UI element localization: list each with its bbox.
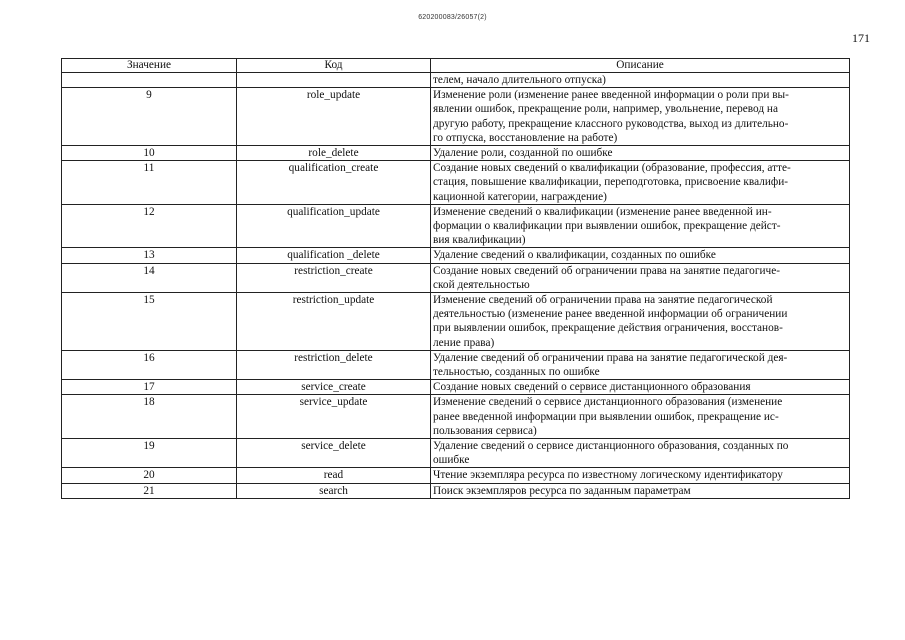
description-line: явлении ошибок, прекращение роли, например, увольнение, перевод на (433, 103, 778, 116)
cell-code: role_update (237, 88, 431, 146)
cell-description (431, 293, 850, 351)
cell-description (431, 263, 850, 292)
cell-value: 18 (62, 395, 237, 439)
cell-description (431, 161, 850, 205)
column-header-code: Код (237, 59, 431, 73)
description-line: Создание новых сведений о квалификации (образование, профессия, атте- (433, 162, 791, 175)
cell-value: 12 (62, 204, 237, 248)
table-row (62, 380, 850, 395)
table-row (62, 350, 850, 379)
description-line: при выявлении ошибок, прекращение действия ограничения, восстанов- (433, 322, 783, 335)
table-row (62, 161, 850, 205)
cell-value: 16 (62, 350, 237, 379)
table-row (62, 73, 850, 88)
cell-value: 9 (62, 88, 237, 146)
table-row (62, 483, 850, 498)
cell-code: read (237, 468, 431, 483)
table-body (62, 73, 850, 499)
cell-description (431, 483, 850, 498)
cell-description (431, 204, 850, 248)
description-line: Удаление сведений о сервисе дистанционного образования, созданных по (433, 440, 789, 453)
cell-description (431, 468, 850, 483)
description-line: кационной категории, награждение) (433, 190, 607, 203)
cell-code: search (237, 483, 431, 498)
description-line: ранее введенной информации при выявлении ошибок, прекращение ис- (433, 410, 779, 423)
cell-value: 10 (62, 146, 237, 161)
cell-code: restriction_create (237, 263, 431, 292)
column-header-value: Значение (62, 59, 237, 73)
cell-code: service_update (237, 395, 431, 439)
cell-code: service_delete (237, 439, 431, 468)
cell-code: restriction_update (237, 293, 431, 351)
description-line: Изменение роли (изменение ранее введенной информации о роли при вы- (433, 89, 789, 102)
table-row (62, 439, 850, 468)
cell-value: 17 (62, 380, 237, 395)
table-row (62, 146, 850, 161)
description-line: телем, начало длительного отпуска) (433, 74, 606, 86)
description-line: ошибке (433, 454, 470, 467)
cell-description (431, 395, 850, 439)
cell-code: qualification _delete (237, 248, 431, 263)
table-row (62, 293, 850, 351)
cell-description (431, 88, 850, 146)
description-line: стация, повышение квалификации, переподготовка, присвоение квалифи- (433, 176, 789, 189)
table-row (62, 248, 850, 263)
cell-value: 15 (62, 293, 237, 351)
description-line: деятельностью (изменение ранее введенной информации об ограничении (433, 308, 788, 321)
description-line: Изменение сведений о сервисе дистанционного образования (изменение (433, 396, 783, 409)
cell-description (431, 380, 850, 395)
description-line: ление права) (433, 336, 495, 349)
cell-code: role_delete (237, 146, 431, 161)
table-row (62, 263, 850, 292)
description-line: Изменение сведений об ограничении права на занятие педагогической (433, 294, 773, 307)
column-header-description: Описание (431, 59, 850, 73)
description-line: Поиск экземпляров ресурса по заданным параметрам (433, 484, 691, 497)
cell-code (237, 73, 431, 88)
document-id: 620200083/26057(2) (418, 14, 487, 21)
description-line: ской деятельностью (433, 278, 530, 291)
description-line: Изменение сведений о квалификации (изменение ранее введенной ин- (433, 205, 772, 218)
cell-code: qualification_create (237, 161, 431, 205)
table-header-row (62, 59, 850, 73)
cell-value: 20 (62, 468, 237, 483)
page-number: 171 (852, 31, 870, 45)
table-row (62, 88, 850, 146)
cell-code: service_create (237, 380, 431, 395)
description-line: пользования сервиса) (433, 424, 537, 437)
cell-description (431, 248, 850, 263)
cell-value: 21 (62, 483, 237, 498)
description-line: Удаление роли, созданной по ошибке (433, 147, 613, 160)
cell-description (431, 439, 850, 468)
cell-description (431, 350, 850, 379)
description-line: вия квалификации) (433, 234, 526, 247)
cell-code: restriction_delete (237, 350, 431, 379)
cell-code: qualification_update (237, 204, 431, 248)
description-line: Удаление сведений о квалификации, созданных по ошибке (433, 249, 716, 262)
description-line: Создание новых сведений об ограничении права на занятие педагогиче- (433, 264, 780, 277)
description-line: тельностью, созданных по ошибке (433, 366, 600, 379)
table-row (62, 395, 850, 439)
codes-table (61, 58, 850, 499)
description-line: другую работу, прекращение классного руководства, выход из длительно- (433, 117, 789, 130)
description-line: формации о квалификации при выявлении ошибок, прекращение дейст- (433, 220, 781, 233)
cell-description (431, 73, 850, 88)
table-row (62, 468, 850, 483)
cell-value: 13 (62, 248, 237, 263)
cell-value: 19 (62, 439, 237, 468)
description-line: Удаление сведений об ограничении права на занятие педагогической дея- (433, 351, 788, 364)
description-line: Чтение экземпляра ресурса по известному логическому идентификатору (433, 469, 783, 482)
cell-description (431, 146, 850, 161)
description-line: го отпуска, восстановление на работе) (433, 131, 618, 144)
cell-value (62, 73, 237, 88)
table-row (62, 204, 850, 248)
cell-value: 14 (62, 263, 237, 292)
description-line: Создание новых сведений о сервисе дистанционного образования (433, 381, 751, 394)
cell-value: 11 (62, 161, 237, 205)
